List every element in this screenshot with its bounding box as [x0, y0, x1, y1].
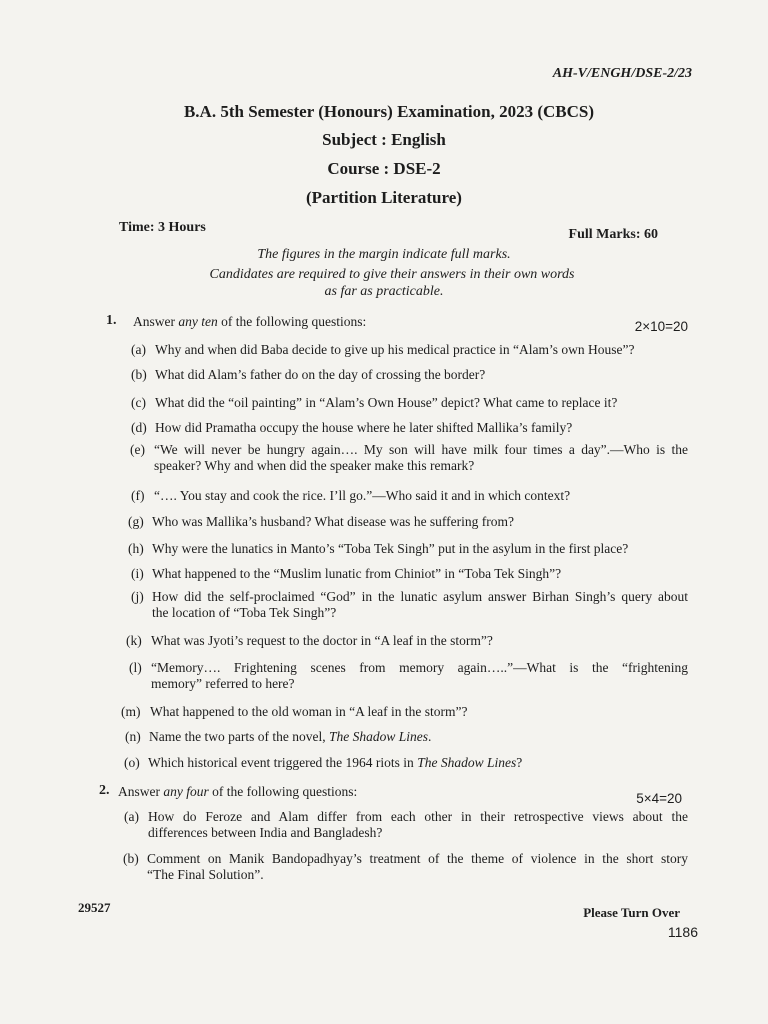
sub-question-line: What was Jyoti’s request to the doctor in “A leaf in the storm”?: [151, 633, 493, 648]
sub-question-text: [152, 566, 688, 582]
sub-question-label: (m): [121, 704, 141, 719]
sub-question-line: Name the two parts of the novel, The Shadow Lines.: [149, 729, 432, 744]
sub-question-label: (a): [131, 342, 146, 357]
sub-question-text: [152, 514, 688, 530]
paper-code: AH-V/ENGH/DSE-2/23: [552, 66, 692, 81]
subject-line: Subject : English: [322, 130, 446, 149]
question-heading: Answer any ten of the following questions:: [133, 314, 367, 329]
sub-question-text: [151, 633, 688, 649]
instruction-line: The figures in the margin indicate full marks.: [257, 247, 511, 262]
time-allowed: Time: 3 Hours: [119, 220, 206, 235]
sub-question-text: [155, 420, 688, 436]
question-marks: 5×4=20: [636, 791, 682, 806]
sub-question-label: (l): [129, 660, 142, 675]
sub-question-label: (d): [131, 420, 147, 435]
paper-serial: 29527: [78, 900, 111, 915]
sub-question-line: “We will never be hungry again…. My son will have milk four times a day”.—Who is the: [154, 442, 688, 457]
sub-question-label: (a): [124, 809, 139, 824]
sub-question-line: How did the self-proclaimed “God” in the lunatic asylum answer Birhan Singh’s query about: [152, 589, 688, 604]
sub-question-line: What did the “oil painting” in “Alam’s Own House” depict? What came to replace it?: [155, 395, 618, 410]
sub-question-line: speaker? Why and when did the speaker make this remark?: [154, 458, 475, 473]
page-number: 1186: [667, 924, 698, 940]
sub-question-text: [148, 809, 688, 841]
topic-line: (Partition Literature): [306, 188, 462, 207]
sub-question-line: the location of “Toba Tek Singh”?: [152, 605, 337, 620]
sub-question-text: [154, 442, 688, 474]
instruction-line: as far as practicable.: [324, 284, 444, 299]
sub-question-text: [154, 488, 688, 504]
sub-question-text: [155, 395, 688, 411]
sub-question-line: Why and when did Baba decide to give up his medical practice in “Alam’s own House”?: [155, 342, 635, 357]
sub-question-line: differences between India and Bangladesh?: [148, 825, 383, 840]
sub-question-text: [149, 729, 688, 745]
sub-question-line: “The Final Solution”.: [147, 867, 264, 882]
full-marks: Full Marks: 60: [568, 227, 658, 242]
sub-question-line: What happened to the old woman in “A leaf in the storm”?: [150, 704, 468, 719]
sub-question-text: [147, 851, 688, 883]
question-number: 2.: [99, 783, 110, 798]
sub-question-text: [155, 342, 688, 358]
sub-question-label: (b): [123, 851, 139, 866]
sub-question-line: memory” referred to here?: [151, 676, 295, 691]
sub-question-line: Who was Mallika’s husband? What disease was he suffering from?: [152, 514, 515, 529]
sub-question-text: [152, 541, 688, 557]
sub-question-label: (e): [130, 442, 145, 457]
sub-question-label: (n): [125, 729, 141, 744]
sub-question-label: (h): [128, 541, 144, 556]
sub-question-label: (o): [124, 755, 140, 770]
sub-question-line: Why were the lunatics in Manto’s “Toba Tek Singh” put in the asylum in the first place?: [152, 541, 629, 556]
sub-question-label: (c): [131, 395, 146, 410]
question-heading: Answer any four of the following questions:: [118, 784, 358, 799]
sub-question-label: (g): [128, 514, 144, 529]
course-line: Course : DSE-2: [327, 159, 441, 178]
question-marks: 2×10=20: [634, 319, 688, 334]
sub-question-line: How do Feroze and Alam differ from each other in their retrospective views about the: [148, 809, 688, 824]
instruction-line: Candidates are required to give their answers in their own words: [209, 267, 575, 282]
sub-question-label: (f): [131, 488, 145, 503]
sub-question-label: (b): [131, 367, 147, 382]
question-number: 1.: [106, 313, 117, 328]
sub-question-text: [150, 704, 688, 720]
sub-question-label: (j): [131, 589, 144, 604]
sub-question-line: “Memory…. Frightening scenes from memory again…..”—What is the “frightening: [151, 660, 688, 675]
please-turn-over: Please Turn Over: [583, 905, 680, 920]
sub-question-line: How did Pramatha occupy the house where he later shifted Mallika’s family?: [155, 420, 573, 435]
sub-question-line: Comment on Manik Bandopadhyay’s treatment of the theme of violence in the short story: [147, 851, 688, 866]
sub-question-line: What happened to the “Muslim lunatic from Chiniot” in “Toba Tek Singh”?: [152, 566, 562, 581]
sub-question-label: (i): [131, 566, 144, 581]
sub-question-line: What did Alam’s father do on the day of crossing the border?: [155, 367, 486, 382]
sub-question-text: [148, 755, 688, 771]
sub-question-line: Which historical event triggered the 1964 riots in The Shadow Lines?: [148, 755, 523, 770]
sub-question-label: (k): [126, 633, 142, 648]
sub-question-text: [155, 367, 688, 383]
sub-question-text: [152, 589, 688, 621]
exam-title: B.A. 5th Semester (Honours) Examination, 2023 (CBCS): [183, 102, 595, 121]
sub-question-text: [151, 660, 688, 692]
sub-question-line: “…. You stay and cook the rice. I’ll go.”—Who said it and in which context?: [154, 488, 571, 503]
